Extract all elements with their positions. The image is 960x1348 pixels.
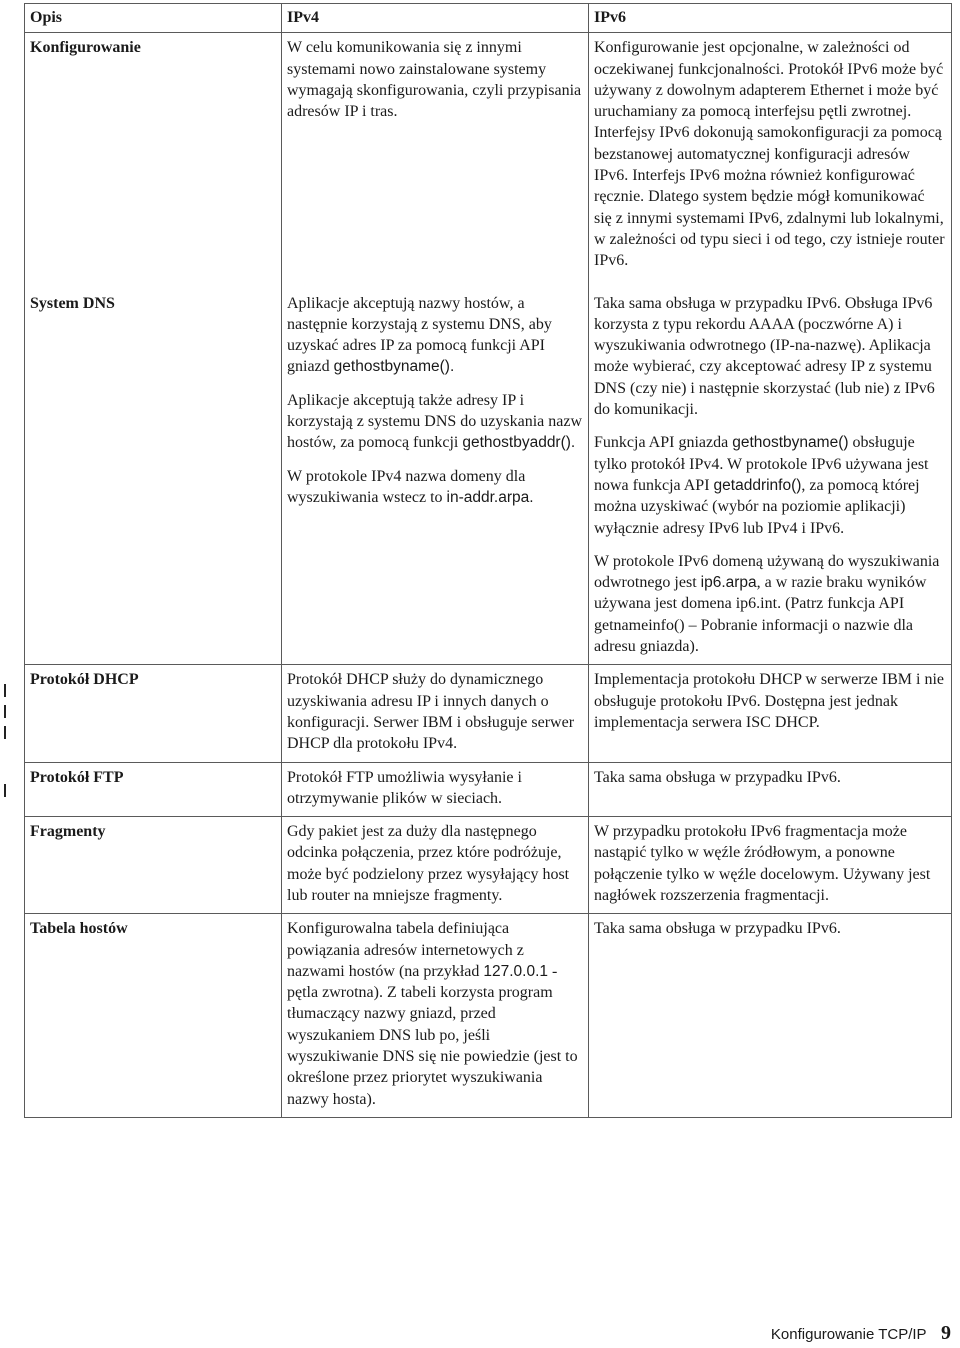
code-gethostbyname: gethostbyname().	[333, 358, 455, 376]
row-ipv6	[589, 33, 952, 279]
table-row	[25, 665, 952, 762]
row-desc: Protokół DHCP	[25, 665, 282, 762]
table-header-row	[25, 4, 952, 33]
row-ipv4	[282, 33, 589, 279]
page-number: 9	[941, 1322, 951, 1344]
row-ipv6: W przypadku protokołu IPv6 fragmentacja może nastąpić tylko w węźle źródłowym, a ponowne połączenie tylko w węźle docelowym. Używany jest nagłówek rozszerzenia fragmentacji.	[589, 817, 952, 914]
row-desc: System DNS	[25, 279, 282, 665]
ipv4-ipv6-comparison-table	[24, 3, 952, 1118]
row-ipv6: Taka sama obsługa w przypadku IPv6.	[589, 914, 952, 1118]
row-desc: Konfigurowanie	[25, 33, 282, 279]
table-row	[25, 817, 952, 914]
table-row	[25, 762, 952, 817]
code-ip6-arpa: ip6.arpa	[700, 574, 757, 592]
cell-paragraph: W celu komunikowania się z innymi systemami nowo zainstalowane systemy wymagają skonfigurowania, czyli przypisania adresów IP i tras.	[287, 39, 582, 121]
header-ipv6: IPv6	[589, 4, 952, 33]
row-ipv6: Implementacja protokołu DHCP w serwerze IBM i nie obsługuje protokołu IPv6. Dostępna jest jednak implementacja serwera ISC DHCP.	[589, 665, 952, 762]
code-loopback-address: 127.0.0.1	[483, 962, 549, 980]
cell-paragraph: W protokole IPv4 nazwa domeny dla wyszukiwania wstecz to in-addr.arpa.	[287, 467, 534, 506]
code-gethostbyaddr: gethostbyaddr().	[462, 434, 576, 452]
cell-paragraph: W protokole IPv6 domeną używaną do wyszukiwania odwrotnego jest ip6.arpa, a w razie braku wyników używana jest domena ip6.int. (Patrz funkcja API getnameinfo() – Pobranie informacji o nazwie dla adresu gniazda).	[594, 552, 940, 656]
cell-paragraph: Aplikacje akceptują nazwy hostów, a następnie korzystają z systemu DNS, aby uzyskać adres IP za pomocą funkcji API gniazd gethostbyname().	[287, 294, 552, 376]
table-row	[25, 33, 952, 279]
code-gethostbyname: gethostbyname()	[732, 434, 849, 452]
cell-paragraph: Taka sama obsługa w przypadku IPv6. Obsługa IPv6 korzysta z typu rekordu AAAA (poczwórne A) i wyszukiwania odwrotnego (IP-na-nazwę). Aplikacja może wybierać, czy akceptować adresy IP z systemu DNS (czy nie) i następnie skorzystać (lub nie) z IPv6 do komunikacji.	[594, 294, 935, 419]
row-ipv6	[589, 279, 952, 665]
code-getaddrinfo: getaddrinfo()	[713, 476, 802, 494]
cell-paragraph: Aplikacje akceptują także adresy IP i korzystają z systemu DNS do uzyskania nazw hostów, za pomocą funkcji gethostbyaddr().	[287, 391, 583, 452]
row-ipv4: Protokół FTP umożliwia wysyłanie i otrzymywanie plików w sieciach.	[282, 762, 589, 817]
row-ipv4: Gdy pakiet jest za duży dla następnego odcinka połączenia, przez które podróżuje, może być podzielony przez wysyłający host lub router na mniejsze fragmenty.	[282, 817, 589, 914]
page-footer	[771, 1322, 951, 1345]
table-row	[25, 279, 952, 665]
row-desc: Protokół FTP	[25, 762, 282, 817]
row-desc: Fragmenty	[25, 817, 282, 914]
header-opis: Opis	[25, 4, 282, 33]
header-ipv4: IPv4	[282, 4, 589, 33]
row-ipv4: Konfigurowalna tabela definiująca powiązania adresów internetowych z nazwami hostów (na przykład 127.0.0.1 - pętla zwrotna). Z tabeli korzysta program tłumaczący nazwy gniazd, przed wyszukaniem DNS lub po, jeśli wyszukiwanie DNS się nie powiedzie (jest to określone przez priorytet wyszukiwania nazwy hosta).	[282, 914, 589, 1118]
table-row	[25, 914, 952, 1118]
code-in-addr-arpa: in-addr.arpa.	[446, 488, 534, 506]
row-ipv6: Taka sama obsługa w przypadku IPv6.	[589, 762, 952, 817]
row-ipv4	[282, 279, 589, 665]
row-desc: Tabela hostów	[25, 914, 282, 1118]
cell-paragraph: Funkcja API gniazda gethostbyname() obsługuje tylko protokół IPv4. W protokole IPv6 używana jest nowa funkcja API getaddrinfo(), za pomocą której można uzyskiwać (wybór na poziomie aplikacji) wyłącznie adresy IPv6 lub IPv4 i IPv6.	[594, 434, 929, 537]
row-ipv4: Protokół DHCP służy do dynamicznego uzyskiwania adresu IP i innych danych o konfiguracji. Serwer IBM i obsługuje serwer DHCP dla protokołu IPv4.	[282, 665, 589, 762]
footer-section-title: Konfigurowanie TCP/IP	[770, 1326, 927, 1343]
cell-paragraph: Konfigurowanie jest opcjonalne, w zależności od oczekiwanej funkcjonalności. Protokół IPv6 może być używany z dowolnym adapterem Ethernet i może być uruchamiany za pomocą interfejsu pętli zwrotnej. Interfejsy IPv6 dokonują samokonfiguracji za pomocą bezstanowej automatycznej konfiguracji adresów IPv6. Interfejs IPv6 można również konfigurować ręcznie. Dlatego system będzie mógł komunikować się z innymi systemami IPv6, zdalnymi lub lokalnymi, w zależności od typu sieci i od tego, czy istnieje router IPv6.	[594, 39, 945, 270]
